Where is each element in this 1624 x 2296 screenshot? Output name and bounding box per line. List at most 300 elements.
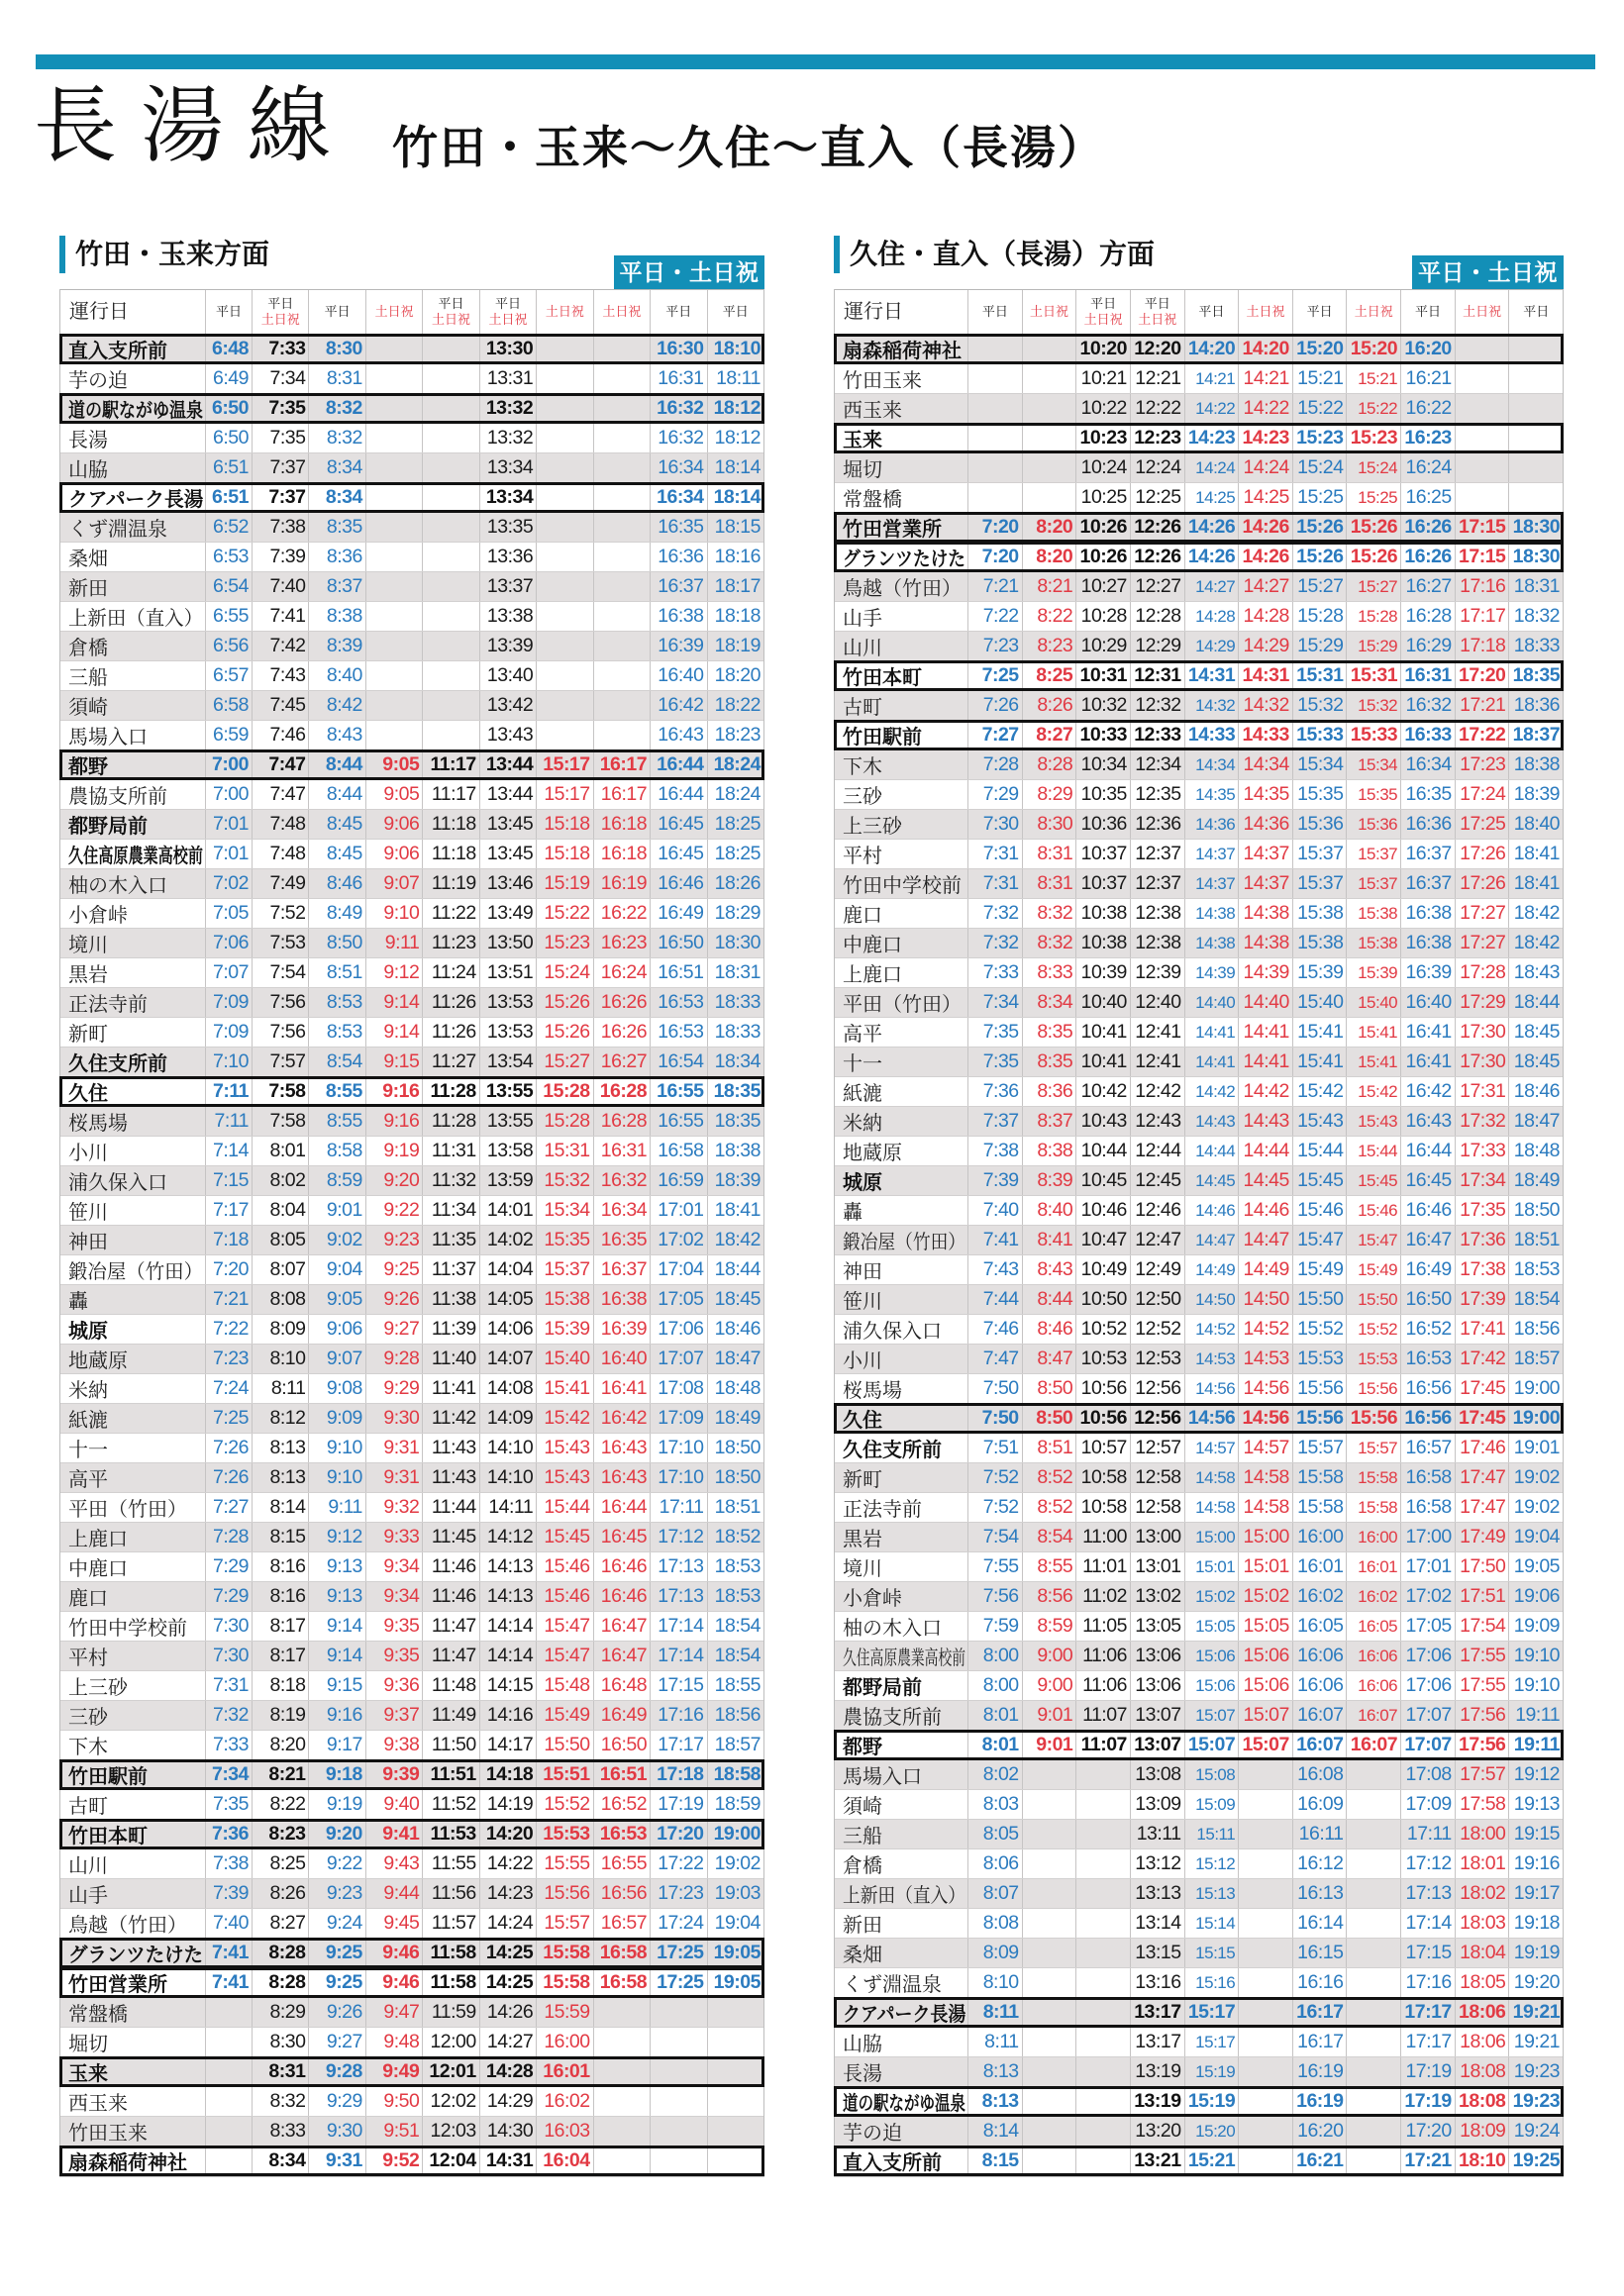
departure-time: 16:56 xyxy=(1401,1404,1456,1433)
departure-time: 10:26 xyxy=(1076,543,1131,571)
departure-time: 9:13 xyxy=(309,1552,365,1581)
departure-time: 15:51 xyxy=(537,1760,593,1789)
departure-time: 11:01 xyxy=(1076,1552,1131,1581)
departure-time: 14:47 xyxy=(1185,1226,1240,1254)
departure-time: 12:01 xyxy=(423,2057,479,2086)
departure-time: 7:45 xyxy=(253,691,309,720)
departure-time: 9:06 xyxy=(309,1315,365,1344)
table-row xyxy=(835,1909,1563,1939)
departure-time: 14:45 xyxy=(1239,1166,1293,1195)
departure-time: 16:18 xyxy=(594,810,651,839)
departure-time: 8:54 xyxy=(1023,1523,1077,1551)
departure-time: 14:38 xyxy=(1185,899,1240,928)
departure-time: 9:31 xyxy=(309,2146,365,2175)
stop-name: 山川 xyxy=(68,1855,108,1877)
table-row xyxy=(835,1760,1563,1790)
departure-time: 14:44 xyxy=(1185,1137,1240,1165)
table-row xyxy=(835,1107,1563,1137)
departure-time xyxy=(366,364,423,393)
departure-time: 10:41 xyxy=(1076,1018,1131,1047)
departure-time: 7:01 xyxy=(206,810,253,839)
departure-time: 19:12 xyxy=(1513,1763,1561,1785)
stop-name-cell xyxy=(835,1077,968,1106)
table-row xyxy=(835,1820,1563,1849)
departure-time: 8:01 xyxy=(968,1701,1023,1730)
table-row xyxy=(835,2087,1563,2117)
departure-time: 17:17 xyxy=(1401,2028,1456,2056)
departure-time: 14:58 xyxy=(1239,1493,1293,1522)
departure-time xyxy=(1509,483,1563,512)
stop-name: 上新田（直入） xyxy=(68,608,203,630)
departure-time: 17:01 xyxy=(651,1196,707,1225)
departure-time: 7:23 xyxy=(206,1345,253,1373)
departure-time: 9:29 xyxy=(309,2087,365,2116)
departure-time: 15:42 xyxy=(537,1404,593,1433)
departure-time xyxy=(594,572,651,601)
departure-time xyxy=(1023,2117,1077,2146)
departure-time: 10:44 xyxy=(1076,1137,1131,1165)
departure-time: 16:33 xyxy=(1401,721,1456,749)
departure-time: 15:34 xyxy=(1293,750,1348,779)
stop-name-cell xyxy=(60,1285,206,1314)
stop-name: 鳥越（竹田） xyxy=(68,1915,187,1937)
stop-name-cell xyxy=(835,602,968,631)
table-row xyxy=(835,661,1563,691)
departure-time: 8:15 xyxy=(253,1523,309,1551)
departure-time: 6:59 xyxy=(206,721,253,749)
stop-name-cell xyxy=(60,1879,206,1908)
departure-time xyxy=(1076,1998,1131,2027)
section-header-left xyxy=(59,236,654,273)
stop-name: 黒岩 xyxy=(843,1529,882,1550)
departure-time: 17:11 xyxy=(651,1493,707,1522)
departure-time xyxy=(1023,2028,1077,2056)
departure-time: 14:38 xyxy=(1239,899,1293,928)
departure-time: 18:49 xyxy=(1513,1169,1561,1191)
stop-name: 久住支所前 xyxy=(68,1053,167,1075)
departure-time: 18:45 xyxy=(714,1288,761,1310)
departure-time: 17:07 xyxy=(1401,1731,1456,1759)
departure-time xyxy=(206,2146,253,2175)
departure-time xyxy=(594,2057,651,2086)
departure-time xyxy=(1509,364,1563,393)
departure-time: 17:14 xyxy=(1401,1909,1456,1938)
departure-time: 8:30 xyxy=(1023,810,1077,839)
departure-time xyxy=(366,572,423,601)
departure-time: 16:39 xyxy=(1401,958,1456,987)
table-row xyxy=(835,453,1563,483)
departure-time: 15:28 xyxy=(1347,602,1401,631)
departure-time xyxy=(1239,1790,1293,1819)
departure-time: 16:55 xyxy=(651,1107,707,1136)
departure-time: 15:59 xyxy=(537,1998,593,2027)
stop-name: 都野 xyxy=(68,756,108,778)
departure-time: 13:40 xyxy=(480,661,537,690)
departure-time xyxy=(1023,1790,1077,1819)
table-row xyxy=(835,1493,1563,1523)
departure-time: 7:34 xyxy=(206,1760,253,1789)
departure-time: 12:22 xyxy=(1131,394,1185,423)
departure-time: 16:40 xyxy=(651,661,707,690)
table-row xyxy=(835,2146,1563,2176)
departure-time: 16:11 xyxy=(1293,1820,1348,1848)
departure-time: 14:50 xyxy=(1239,1285,1293,1314)
departure-time: 9:28 xyxy=(309,2057,365,2086)
stop-name-cell xyxy=(835,453,968,482)
stop-name: 西玉来 xyxy=(843,400,902,422)
departure-time: 17:58 xyxy=(1456,1790,1510,1819)
route-title: 長湯線 xyxy=(34,77,355,174)
departure-time: 15:58 xyxy=(537,1968,593,1997)
departure-time: 18:41 xyxy=(714,1199,761,1221)
departure-time: 14:27 xyxy=(480,2028,537,2056)
departure-time: 17:30 xyxy=(1456,1048,1510,1076)
departure-time: 9:16 xyxy=(309,1701,365,1730)
departure-time: 18:52 xyxy=(714,1526,761,1547)
departure-time: 15:05 xyxy=(1239,1612,1293,1641)
section-header-right xyxy=(834,236,1428,273)
departure-time: 16:49 xyxy=(594,1701,651,1730)
departure-time: 17:09 xyxy=(1401,1790,1456,1819)
departure-time: 16:32 xyxy=(651,394,707,423)
departure-time: 7:36 xyxy=(968,1077,1023,1106)
departure-time: 8:51 xyxy=(1023,1434,1077,1462)
departure-time: 16:19 xyxy=(594,869,651,898)
departure-time: 15:43 xyxy=(537,1434,593,1462)
departure-time: 16:46 xyxy=(594,1552,651,1581)
departure-time: 7:40 xyxy=(206,1909,253,1938)
departure-time: 17:24 xyxy=(651,1909,707,1938)
departure-time: 15:58 xyxy=(1347,1463,1401,1492)
departure-time: 19:05 xyxy=(1513,1555,1561,1577)
departure-time: 15:18 xyxy=(537,810,593,839)
departure-time: 11:17 xyxy=(423,780,479,809)
departure-time: 18:33 xyxy=(714,1021,761,1043)
stop-name: 常盤橋 xyxy=(843,489,902,511)
table-row xyxy=(60,2057,763,2087)
departure-time: 16:59 xyxy=(651,1166,707,1195)
departure-time: 17:56 xyxy=(1456,1731,1510,1759)
departure-time: 7:11 xyxy=(206,1077,253,1106)
departure-time: 8:32 xyxy=(309,424,365,452)
departure-time: 17:25 xyxy=(1456,810,1510,839)
stop-name: 農協支所前 xyxy=(843,1707,942,1729)
departure-time: 17:02 xyxy=(1401,1582,1456,1611)
table-row xyxy=(60,1226,763,1255)
table-row xyxy=(60,1048,763,1077)
table-row xyxy=(60,1315,763,1345)
table-row xyxy=(835,1523,1563,1552)
table-row xyxy=(60,394,763,424)
departure-time: 18:06 xyxy=(1456,1998,1510,2027)
departure-time: 11:40 xyxy=(423,1345,479,1373)
departure-time: 16:57 xyxy=(594,1909,651,1938)
departure-time: 18:30 xyxy=(714,932,761,953)
departure-time: 11:27 xyxy=(423,1048,479,1076)
departure-time: 15:58 xyxy=(1347,1493,1401,1522)
table-row xyxy=(60,1463,763,1493)
departure-time: 9:13 xyxy=(309,1582,365,1611)
column-header xyxy=(1347,290,1401,334)
stop-name: 古町 xyxy=(68,1796,108,1818)
stop-name-cell xyxy=(60,632,206,660)
stop-name-cell xyxy=(60,1166,206,1195)
departure-time xyxy=(1023,483,1077,512)
stop-name-cell xyxy=(835,424,968,452)
departure-time: 15:34 xyxy=(1347,750,1401,779)
departure-time: 8:46 xyxy=(309,869,365,898)
column-header-label: 土日祝 xyxy=(260,312,300,327)
table-row xyxy=(60,1879,763,1909)
departure-time xyxy=(1239,2146,1293,2175)
departure-time: 17:54 xyxy=(1456,1612,1510,1641)
departure-time: 8:23 xyxy=(1023,632,1077,660)
departure-time: 15:05 xyxy=(1185,1612,1240,1641)
departure-time: 7:39 xyxy=(968,1166,1023,1195)
departure-time: 17:56 xyxy=(1456,1701,1510,1730)
stop-name-cell xyxy=(835,869,968,898)
departure-time: 10:28 xyxy=(1076,602,1131,631)
departure-time: 17:23 xyxy=(651,1879,707,1908)
departure-time: 7:33 xyxy=(968,958,1023,987)
stop-name-cell xyxy=(835,335,968,363)
stop-name-cell xyxy=(60,899,206,928)
departure-time: 18:50 xyxy=(714,1466,761,1488)
departure-time: 14:46 xyxy=(1239,1196,1293,1225)
departure-time: 16:45 xyxy=(651,810,707,839)
departure-time: 7:26 xyxy=(206,1463,253,1492)
departure-time: 16:17 xyxy=(1293,2028,1348,2056)
departure-time: 9:25 xyxy=(366,1255,423,1284)
departure-time: 14:37 xyxy=(1185,840,1240,868)
departure-time xyxy=(1076,1849,1131,1878)
stop-name: 浦久保入口 xyxy=(68,1172,167,1194)
column-header xyxy=(1456,290,1510,334)
table-row xyxy=(60,1552,763,1582)
departure-time: 7:41 xyxy=(206,1939,253,1967)
departure-time: 18:55 xyxy=(714,1674,761,1696)
departure-time: 16:26 xyxy=(594,988,651,1017)
departure-time: 12:41 xyxy=(1131,1018,1185,1047)
stop-name: 黒岩 xyxy=(68,964,108,986)
departure-time: 17:26 xyxy=(1456,840,1510,868)
stop-name-cell xyxy=(60,1968,206,1997)
departure-time: 8:21 xyxy=(1023,572,1077,601)
departure-time xyxy=(968,483,1023,512)
departure-time: 10:47 xyxy=(1076,1226,1131,1254)
departure-time: 12:37 xyxy=(1131,869,1185,898)
stop-name: 平田（竹田） xyxy=(68,1499,187,1521)
departure-time: 12:03 xyxy=(423,2117,479,2146)
departure-time: 9:20 xyxy=(366,1166,423,1195)
departure-time: 17:42 xyxy=(1456,1345,1510,1373)
departure-time: 17:45 xyxy=(1456,1404,1510,1433)
stop-name-cell xyxy=(60,1463,206,1492)
table-row xyxy=(60,1345,763,1374)
departure-time xyxy=(594,394,651,423)
table-row xyxy=(60,2117,763,2146)
departure-time: 9:14 xyxy=(309,1612,365,1641)
stop-name: 鍛冶屋（竹田） xyxy=(843,1232,965,1253)
departure-time: 18:30 xyxy=(1512,546,1561,567)
departure-time: 7:35 xyxy=(253,394,309,423)
stop-name-cell xyxy=(60,869,206,898)
departure-time: 16:23 xyxy=(594,929,651,957)
stop-name-cell xyxy=(835,810,968,839)
departure-time: 14:34 xyxy=(1239,750,1293,779)
departure-time: 11:26 xyxy=(423,1018,479,1047)
departure-time: 16:58 xyxy=(1401,1493,1456,1522)
departure-time: 17:15 xyxy=(1456,513,1510,542)
departure-time: 9:45 xyxy=(366,1909,423,1938)
departure-time: 7:43 xyxy=(253,661,309,690)
stop-name-cell xyxy=(60,1642,206,1670)
table-row xyxy=(835,691,1563,721)
column-header-label: 平日 xyxy=(1090,296,1117,311)
stop-name: 三船 xyxy=(68,667,108,689)
departure-time: 9:30 xyxy=(366,1404,423,1433)
departure-time: 18:18 xyxy=(714,605,761,627)
departure-time: 14:42 xyxy=(1239,1077,1293,1106)
departure-time: 14:38 xyxy=(1185,929,1240,957)
departure-time: 7:36 xyxy=(206,1820,253,1848)
stop-name: 桑畑 xyxy=(843,1945,882,1966)
departure-time: 16:05 xyxy=(1347,1612,1401,1641)
departure-time: 6:53 xyxy=(206,543,253,571)
departure-time: 16:58 xyxy=(594,1968,651,1997)
departure-time: 9:05 xyxy=(309,1285,365,1314)
stop-name: 鹿口 xyxy=(68,1588,108,1610)
stop-name: 須崎 xyxy=(843,1796,882,1818)
table-row xyxy=(60,661,763,691)
column-header-label: 土日祝 xyxy=(1083,312,1123,327)
departure-time: 7:42 xyxy=(253,632,309,660)
table-row xyxy=(835,632,1563,661)
departure-time xyxy=(594,632,651,660)
departure-time: 14:31 xyxy=(1185,661,1240,690)
departure-time: 19:18 xyxy=(1513,1912,1561,1934)
departure-time: 14:56 xyxy=(1185,1374,1240,1403)
departure-time: 7:43 xyxy=(968,1255,1023,1284)
table-row xyxy=(835,958,1563,988)
departure-time: 8:09 xyxy=(968,1939,1023,1967)
departure-time xyxy=(594,1998,651,2027)
stop-name-cell xyxy=(60,1434,206,1462)
departure-time: 16:38 xyxy=(1401,899,1456,928)
table-row xyxy=(60,453,763,483)
departure-time xyxy=(423,335,479,363)
departure-time: 8:16 xyxy=(253,1582,309,1611)
stop-name: 馬場入口 xyxy=(843,1766,922,1788)
departure-time xyxy=(1023,1968,1077,1997)
table-row xyxy=(60,899,763,929)
departure-time: 19:00 xyxy=(1513,1377,1561,1399)
departure-time xyxy=(1239,1849,1293,1878)
departure-time: 18:05 xyxy=(1456,1968,1510,1997)
departure-time: 14:56 xyxy=(1185,1404,1240,1433)
departure-time: 14:41 xyxy=(1239,1018,1293,1047)
stop-name-cell xyxy=(835,750,968,779)
departure-time: 16:39 xyxy=(594,1315,651,1344)
departure-time: 17:00 xyxy=(1401,1523,1456,1551)
stop-name-cell xyxy=(835,513,968,542)
departure-time: 7:35 xyxy=(968,1018,1023,1047)
stop-name-cell xyxy=(60,1107,206,1136)
departure-time: 18:35 xyxy=(1512,664,1561,686)
column-header xyxy=(1293,290,1348,334)
stop-name-cell xyxy=(60,1790,206,1819)
departure-time: 16:02 xyxy=(537,2087,593,2116)
table-row xyxy=(60,1582,763,1612)
departure-time: 9:00 xyxy=(1023,1671,1077,1700)
departure-time: 9:16 xyxy=(366,1077,423,1106)
departure-time: 15:31 xyxy=(537,1137,593,1165)
departure-time: 14:57 xyxy=(1239,1434,1293,1462)
departure-time: 17:55 xyxy=(1456,1642,1510,1670)
departure-time: 18:19 xyxy=(714,635,761,656)
stop-name-cell xyxy=(60,1612,206,1641)
departure-time: 9:29 xyxy=(366,1374,423,1403)
departure-time: 17:49 xyxy=(1456,1523,1510,1551)
departure-time: 9:06 xyxy=(366,810,423,839)
departure-time: 14:10 xyxy=(480,1463,537,1492)
departure-time: 15:48 xyxy=(537,1671,593,1700)
direction-heading: 久住・直入（長湯）方面 xyxy=(850,239,1156,269)
table-row xyxy=(835,1018,1563,1048)
departure-time: 13:46 xyxy=(480,869,537,898)
stop-name: 桜馬場 xyxy=(68,1113,128,1135)
departure-time: 8:47 xyxy=(1023,1345,1077,1373)
departure-time: 8:09 xyxy=(253,1315,309,1344)
departure-time: 14:27 xyxy=(1185,572,1240,601)
departure-time: 18:50 xyxy=(1513,1199,1561,1221)
departure-time: 9:11 xyxy=(366,929,423,957)
stop-name: 米納 xyxy=(843,1113,882,1135)
departure-time: 15:12 xyxy=(1185,1849,1240,1878)
departure-time: 14:26 xyxy=(1185,543,1240,571)
stop-name: 桑畑 xyxy=(68,549,108,570)
stop-name: 倉橋 xyxy=(843,1855,882,1877)
stop-name: 上鹿口 xyxy=(68,1529,128,1550)
departure-time xyxy=(423,513,479,542)
table-row xyxy=(835,1463,1563,1493)
departure-time xyxy=(1239,2087,1293,2116)
stop-name-cell xyxy=(60,572,206,601)
stop-name: 十一 xyxy=(68,1440,108,1461)
departure-time: 8:07 xyxy=(253,1255,309,1284)
departure-time: 14:49 xyxy=(1239,1255,1293,1284)
departure-time: 16:32 xyxy=(651,424,707,452)
departure-time: 18:45 xyxy=(1513,1021,1561,1043)
departure-time: 7:29 xyxy=(206,1552,253,1581)
departure-time: 9:49 xyxy=(366,2057,423,2086)
departure-time: 17:06 xyxy=(1401,1671,1456,1700)
departure-time: 15:44 xyxy=(1347,1137,1401,1165)
table-row xyxy=(60,929,763,958)
departure-time: 10:53 xyxy=(1076,1345,1131,1373)
departure-time: 14:50 xyxy=(1185,1285,1240,1314)
departure-time: 13:31 xyxy=(480,364,537,393)
column-header-label: 土日祝 xyxy=(374,304,414,319)
departure-time: 15:57 xyxy=(1293,1434,1348,1462)
departure-time: 8:39 xyxy=(309,632,365,660)
departure-time: 15:32 xyxy=(537,1166,593,1195)
departure-time xyxy=(1239,1968,1293,1997)
departure-time xyxy=(206,2057,253,2086)
departure-time: 15:02 xyxy=(1239,1582,1293,1611)
departure-time xyxy=(1076,1909,1131,1938)
stop-name-cell xyxy=(60,335,206,363)
